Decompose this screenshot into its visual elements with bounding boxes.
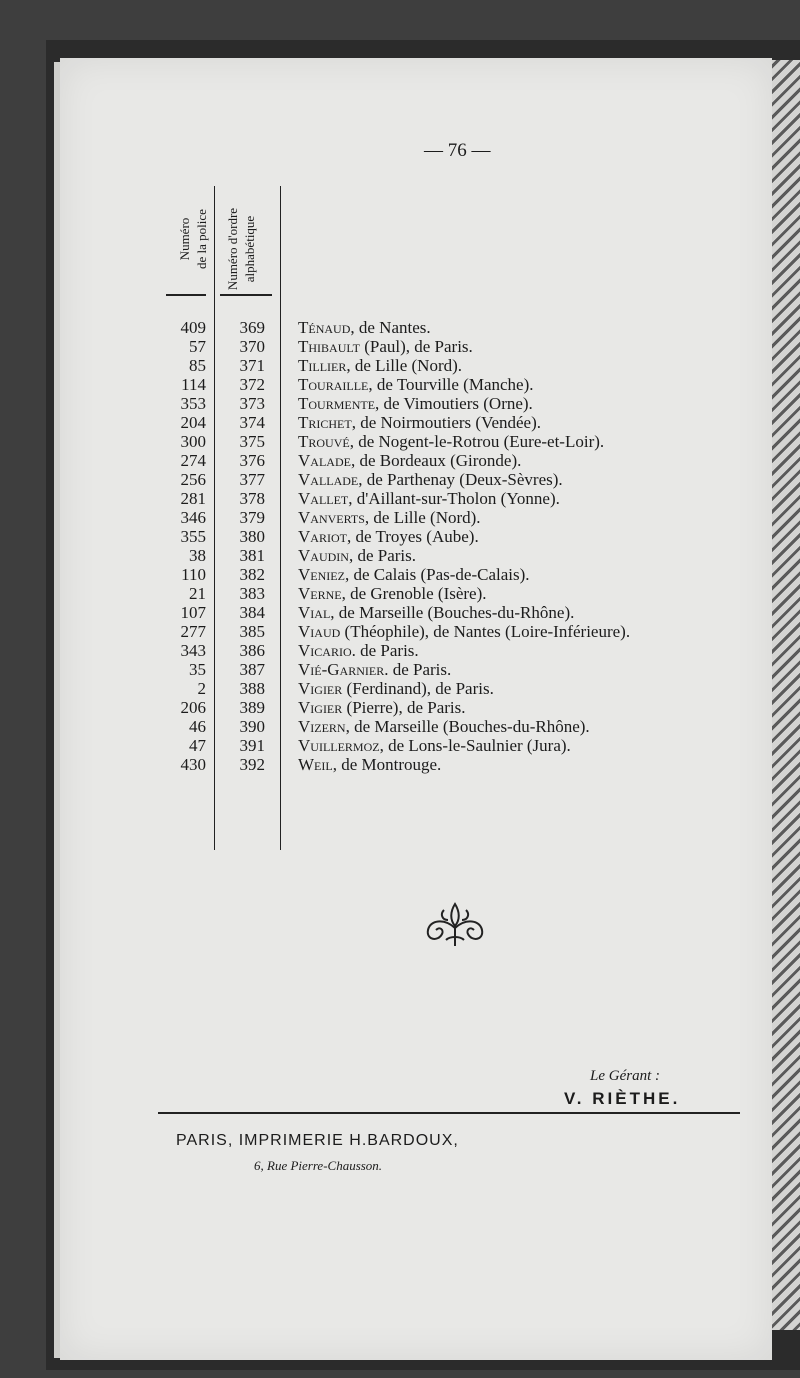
entry-text	[298, 698, 466, 717]
footer-rule	[158, 1112, 740, 1114]
gerant-label: Le Gérant :	[590, 1068, 660, 1084]
police-number: 21	[189, 584, 206, 603]
entry-detail: , de Tourville (Manche).	[368, 375, 534, 394]
entry-detail: , d'Aillant-sur-Tholon (Yonne).	[348, 489, 560, 508]
surname: Vial	[298, 603, 331, 622]
entry-text	[298, 375, 534, 394]
entry-detail: , de Nogent-le-Rotrou (Eure-et-Loir).	[349, 432, 605, 451]
police-number: 2	[197, 679, 206, 698]
police-number: 35	[189, 660, 206, 679]
entry-detail: . de Paris.	[351, 641, 419, 660]
entry-detail: . de Paris.	[384, 660, 452, 679]
entry-text	[298, 755, 441, 774]
entry-detail: , de Marseille (Bouches-du-Rhône).	[345, 717, 590, 736]
alphabetical-order-number: 388	[239, 679, 265, 698]
entry-text	[298, 603, 574, 622]
alphabetical-order-number: 377	[239, 470, 265, 489]
entry-text	[298, 546, 416, 565]
police-number: 274	[180, 451, 206, 470]
entry-detail: , de Nantes.	[350, 318, 431, 337]
entry-detail: , de Lille (Nord).	[346, 356, 463, 375]
header-rule-left	[166, 294, 206, 296]
alphabetical-order-number: 387	[239, 660, 265, 679]
entry-detail: (Théophile), de Nantes (Loire-Inférieure).	[340, 622, 631, 641]
surname: Valade	[298, 451, 351, 470]
police-number: 430	[180, 755, 206, 774]
alphabetical-order-number: 389	[239, 698, 265, 717]
police-number: 114	[181, 375, 206, 394]
header-ordre-line1: Numéro d'ordre	[225, 207, 240, 291]
alphabetical-order-number: 370	[239, 337, 265, 356]
alphabetical-order-number: 383	[239, 584, 265, 603]
alphabetical-order-number: 378	[239, 489, 265, 508]
surname: Veniez	[298, 565, 345, 584]
alphabetical-order-number: 385	[239, 622, 265, 641]
surname: Vigier	[298, 679, 343, 698]
entry-text	[298, 736, 571, 755]
surname: Touraille	[298, 375, 369, 394]
entry-detail: , de Calais (Pas-de-Calais).	[344, 565, 530, 584]
entry-text	[298, 584, 487, 603]
printer-address: 6, Rue Pierre-Chausson.	[254, 1158, 383, 1173]
entry-text	[298, 470, 563, 489]
police-number: 110	[181, 565, 206, 584]
entry-detail: , de Lons-le-Saulnier (Jura).	[379, 736, 571, 755]
police-number: 277	[180, 622, 206, 641]
police-number: 355	[180, 527, 206, 546]
surname: Vallet	[298, 489, 349, 508]
alphabetical-order-number: 372	[239, 375, 265, 394]
entry-detail: , de Grenoble (Isère).	[341, 584, 487, 603]
entry-text	[298, 432, 604, 451]
entry-detail: , de Troyes (Aube).	[346, 527, 479, 546]
alphabetical-order-number: 379	[239, 508, 265, 527]
entry-detail: (Paul), de Paris.	[359, 337, 473, 356]
entry-text	[298, 527, 479, 546]
entry-text	[298, 717, 590, 736]
entry-text	[298, 508, 481, 527]
entry-text	[298, 489, 560, 508]
alphabetical-order-number: 391	[239, 736, 265, 755]
surname: Ténaud	[298, 318, 351, 337]
column-divider-2	[280, 186, 281, 850]
entry-text	[298, 679, 494, 698]
header-ordre-line2: alphabétique	[242, 215, 257, 283]
entry-text	[298, 622, 630, 641]
police-number: 346	[180, 508, 206, 527]
entry-detail: , de Parthenay (Deux-Sèvres).	[358, 470, 563, 489]
surname: Vallade	[298, 470, 359, 489]
alphabetical-order-number: 390	[239, 717, 265, 736]
alphabetical-order-number: 375	[239, 432, 265, 451]
police-number: 204	[180, 413, 206, 432]
entry-text	[298, 318, 431, 337]
surname: Viaud	[298, 622, 341, 641]
entry-text	[298, 641, 419, 660]
entry-detail: , de Marseille (Bouches-du-Rhône).	[330, 603, 575, 622]
police-number: 107	[180, 603, 206, 622]
surname: Vanverts	[298, 508, 365, 527]
alphabetical-order-number: 371	[239, 356, 265, 375]
entry-detail: , de Montrouge.	[332, 755, 442, 774]
alphabetical-order-number: 382	[239, 565, 265, 584]
next-page-edge	[768, 60, 800, 1330]
entry-detail: , de Noirmoutiers (Vendée).	[351, 413, 542, 432]
police-number: 57	[189, 337, 206, 356]
surname: Vicario	[298, 641, 352, 660]
entry-text	[298, 451, 521, 470]
surname: Vuillermoz	[298, 736, 380, 755]
entry-text	[298, 413, 541, 432]
police-number: 300	[180, 432, 206, 451]
alphabetical-order-number: 369	[239, 318, 265, 337]
surname: Tourmente	[298, 394, 376, 413]
entry-text	[298, 660, 451, 679]
alphabetical-order-number: 386	[239, 641, 265, 660]
header-police-line1: Numéro	[177, 217, 192, 261]
surname: Vizern	[298, 717, 346, 736]
printer-imprint: PARIS, IMPRIMERIE H.BARDOUX,	[176, 1132, 459, 1149]
surname: Variot	[298, 527, 347, 546]
entry-detail: , de Paris.	[348, 546, 416, 565]
entry-detail: , de Vimoutiers (Orne).	[375, 394, 533, 413]
alphabetical-order-number: 381	[239, 546, 265, 565]
surname: Weil	[298, 755, 333, 774]
police-number: 281	[180, 489, 206, 508]
entry-text	[298, 337, 473, 356]
surname: Vié-Garnier	[298, 660, 385, 679]
entry-text	[298, 394, 533, 413]
alphabetical-order-number: 374	[239, 413, 265, 432]
column-divider-1	[214, 186, 215, 850]
entry-detail: , de Bordeaux (Gironde).	[350, 451, 522, 470]
surname: Trichet	[298, 413, 352, 432]
surname: Trouvé	[298, 432, 350, 451]
alphabetical-order-number: 384	[239, 603, 265, 622]
surname: Vigier	[298, 698, 343, 717]
page-number: — 76 —	[424, 140, 491, 161]
alphabetical-order-number: 373	[239, 394, 265, 413]
entry-detail: , de Lille (Nord).	[364, 508, 481, 527]
entry-text	[298, 356, 462, 375]
alphabetical-order-number: 376	[239, 451, 265, 470]
police-number: 343	[180, 641, 206, 660]
police-number: 206	[180, 698, 206, 717]
police-number: 46	[189, 717, 206, 736]
entry-detail: (Pierre), de Paris.	[342, 698, 466, 717]
fleuron-ornament-icon	[420, 900, 490, 950]
police-number: 47	[189, 736, 206, 755]
police-number: 409	[180, 318, 206, 337]
police-number: 353	[180, 394, 206, 413]
alphabetical-order-number: 392	[239, 755, 265, 774]
entry-detail: (Ferdinand), de Paris.	[342, 679, 494, 698]
entry-text	[298, 565, 530, 584]
police-number: 38	[189, 546, 206, 565]
surname: Thibault	[298, 337, 360, 356]
gerant-name: V. RIÈTHE.	[564, 1089, 681, 1108]
police-number: 85	[189, 356, 206, 375]
surname: Vaudin	[298, 546, 349, 565]
alphabetical-order-number: 380	[239, 527, 265, 546]
header-ordre	[224, 194, 258, 304]
header-police	[176, 194, 210, 284]
header-police-line2: de la police	[194, 209, 209, 269]
surname: Tillier	[298, 356, 347, 375]
police-number: 256	[180, 470, 206, 489]
surname: Verne	[298, 584, 342, 603]
header-rule-right	[220, 294, 272, 296]
